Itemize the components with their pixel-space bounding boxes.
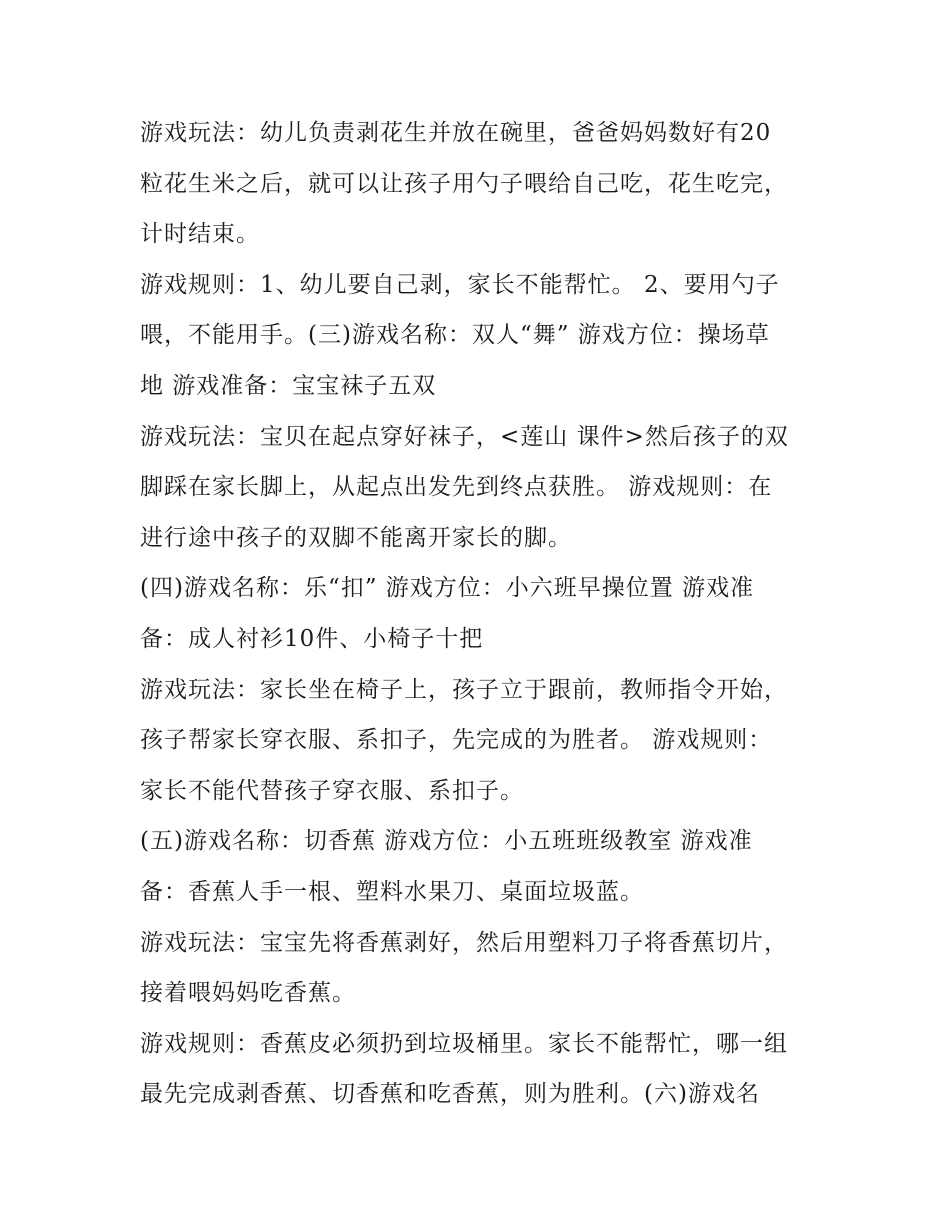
text-line: 备：成人衬衫10件、小椅子十把 — [140, 625, 484, 652]
text-line: 游戏玩法：宝贝在起点穿好袜子，<莲山 课件>然后孩子的双 — [140, 423, 789, 450]
text-line: 地 游戏准备：宝宝袜子五双 — [140, 372, 437, 399]
text-line: 游戏玩法：宝宝先将香蕉剥好，然后用塑料刀子将香蕉切片， — [140, 929, 788, 956]
text-line: 家长不能代替孩子穿衣服、系扣子。 — [140, 777, 524, 804]
text-line: 接着喂妈妈吃香蕉。 — [140, 980, 356, 1007]
body-text — [140, 108, 820, 1120]
text-line: 游戏规则：1、幼儿要自己剥，家长不能帮忙。 2、要用勺子 — [140, 271, 780, 298]
text-line: 粒花生米之后，就可以让孩子用勺子喂给自己吃，花生吃完， — [140, 170, 788, 197]
text-line: (五)游戏名称：切香蕉 游戏方位：小五班班级教室 游戏准 — [140, 828, 753, 855]
text-line: 喂，不能用手。(三)游戏名称：双人“舞” 游戏方位：操场草 — [140, 322, 770, 349]
text-line: 计时结束。 — [140, 221, 260, 248]
text-line: 备：香蕉人手一根、塑料水果刀、桌面垃圾蓝。 — [140, 878, 644, 905]
text-line: 进行途中孩子的双脚不能离开家长的脚。 — [140, 524, 572, 551]
text-line: (四)游戏名称：乐“扣” 游戏方位：小六班早操位置 游戏准 — [140, 575, 755, 602]
text-line: 游戏玩法：幼儿负责剥花生并放在碗里，爸爸妈妈数好有20 — [140, 120, 772, 146]
text-line: 孩子帮家长穿衣服、系扣子，先完成的为胜者。 游戏规则： — [140, 727, 773, 754]
text-line: 脚踩在家长脚上，从起点出发先到终点获胜。 游戏规则：在 — [140, 474, 773, 501]
text-line: 游戏玩法：家长坐在椅子上，孩子立于跟前，教师指令开始， — [140, 676, 788, 703]
text-line: 最先完成剥香蕉、切香蕉和吃香蕉，则为胜利。(六)游戏名 — [140, 1081, 760, 1108]
text-line: 游戏规则：香蕉皮必须扔到垃圾桶里。家长不能帮忙，哪一组 — [140, 1030, 788, 1057]
